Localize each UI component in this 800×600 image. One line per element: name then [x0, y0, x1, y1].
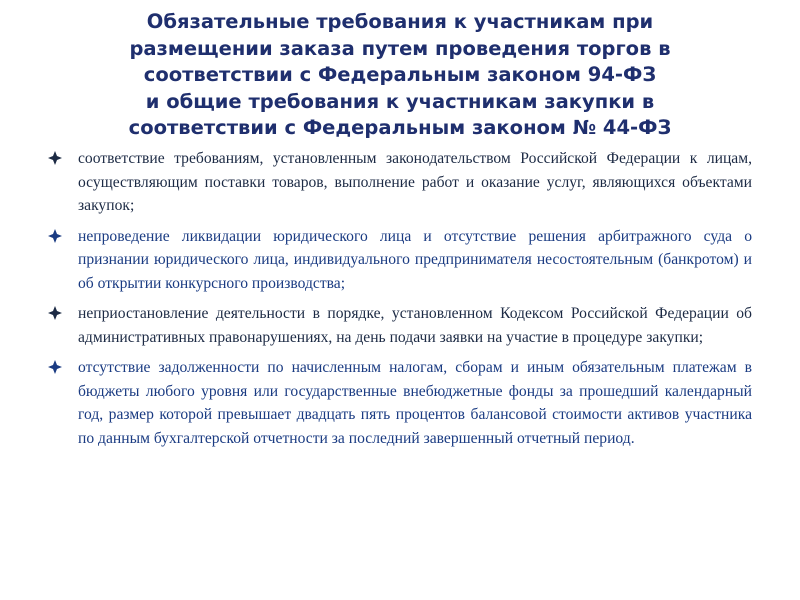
diamond-star-icon — [48, 306, 62, 320]
list-item-text: непроведение ликвидации юридического лица и отсутствие решения арбитражного суда о признании юридического лица, индивидуального предпринимателя несостоятельным (банкротом) и об открытии конкурсного производства; — [78, 227, 752, 292]
title-line: соответствии с Федеральным законом № 44-ФЗ — [128, 116, 672, 139]
title-line: и общие требования к участникам закупки в — [145, 89, 655, 113]
title-line: размещении заказа путем проведения торгов в — [129, 36, 671, 60]
diamond-star-icon — [48, 229, 62, 243]
title-line: соответствии с Федеральным законом 94-ФЗ — [143, 63, 657, 86]
list-item-text: неприостановление деятельности в порядке, установленном Кодексом Российской Федерации об административных правонарушениях, на день подачи заявки на участие в процедуре закупки; — [78, 305, 752, 346]
slide-title — [40, 9, 760, 142]
list-item-text: соответствие требованиям, установленным законодательством Российской Федерации к лицам, осуществляющим поставки товаров, выполнение работ и оказание услуг, являющихся объектами закупок; — [78, 150, 752, 214]
diamond-star-icon — [48, 151, 62, 165]
list-item — [48, 225, 752, 296]
list-item — [48, 302, 752, 349]
list-item — [48, 356, 752, 450]
requirements-list — [48, 147, 752, 457]
diamond-star-icon — [48, 360, 62, 374]
list-item-text: отсутствие задолженности по начисленным налогам, сборам и иным обязательным платежам в бюджеты любого уровня или государственные внебюджетные фонды за прошедший календарный год, размер которой превышает двадцать пять процентов балансовой стоимости активов участника по данным бухгалтерской отчетности за последний завершенный отчетный период. — [78, 359, 752, 447]
title-line: Обязательные требования к участникам при — [146, 10, 654, 33]
list-item — [48, 147, 752, 218]
